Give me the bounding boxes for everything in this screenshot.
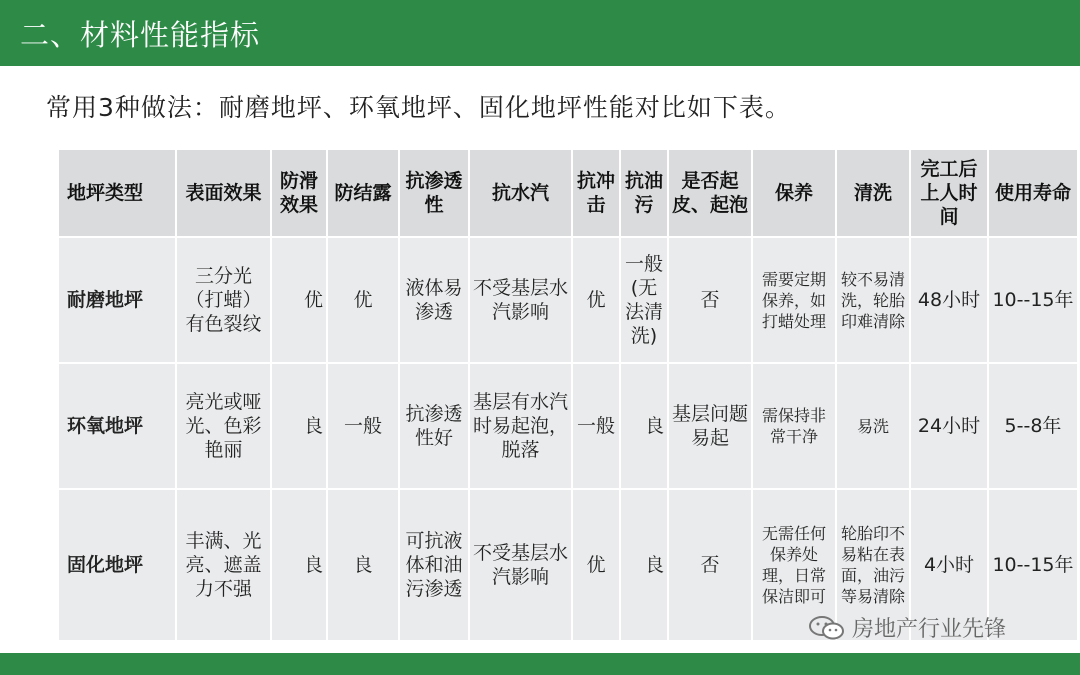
table-row [58,363,1078,489]
table-row [58,237,1078,363]
row-type-cell: 环氧地坪 [58,363,176,489]
header-cell: 使用寿命 [988,149,1078,237]
row-type-cell: 耐磨地坪 [58,237,176,363]
table-cell: 10--15年 [988,489,1078,641]
table-cell: 良 [327,489,399,641]
watermark-text: 房地产行业先锋 [852,617,1007,642]
table-cell: 良 [620,489,668,641]
table-cell: 丰满、光亮、遮盖力不强 [176,489,271,641]
table-cell: 优 [271,237,327,363]
header-cell: 防滑效果 [271,149,327,237]
intro-text: 常用3种做法：耐磨地坪、环氧地坪、固化地坪性能对比如下表。 [46,93,791,122]
header-cell: 完工后上人时间 [910,149,988,237]
table-cell: 5--8年 [988,363,1078,489]
header-cell: 地坪类型 [58,149,176,237]
table-cell: 需保持非常干净 [752,363,836,489]
table-cell: 一般 [572,363,620,489]
table-cell: 良 [620,363,668,489]
table-cell: 液体易渗透 [399,237,469,363]
table-cell: 不受基层水汽影响 [469,489,572,641]
watermark [808,612,1006,643]
table-cell: 一般(无法清洗) [620,237,668,363]
table-cell: 较不易清洗，轮胎印难清除 [836,237,910,363]
table-cell: 优 [572,237,620,363]
table-header-row [58,149,1078,237]
table-cell: 否 [668,237,752,363]
header-cell: 是否起皮、起泡 [668,149,752,237]
table-cell: 4小时 [910,489,988,641]
header-cell: 保养 [752,149,836,237]
row-type-cell: 固化地坪 [58,489,176,641]
header-cell: 抗水汽 [469,149,572,237]
table-cell: 三分光（打蜡）有色裂纹 [176,237,271,363]
table-cell: 10--15年 [988,237,1078,363]
table-cell: 无需任何保养处理，日常保洁即可 [752,489,836,641]
table-cell: 良 [271,489,327,641]
table-cell: 需要定期保养，如打蜡处理 [752,237,836,363]
table-cell: 良 [271,363,327,489]
table-cell: 一般 [327,363,399,489]
table-cell: 48小时 [910,237,988,363]
wechat-icon [808,615,846,641]
header-cell: 清洗 [836,149,910,237]
table-cell: 可抗液体和油污渗透 [399,489,469,641]
table-cell: 优 [327,237,399,363]
title-bar [0,0,1080,66]
header-cell: 防结露 [327,149,399,237]
header-cell: 抗冲击 [572,149,620,237]
section-title: 二、材料性能指标 [20,18,261,52]
table-cell: 抗渗透性好 [399,363,469,489]
table-cell: 易洗 [836,363,910,489]
table-cell: 优 [572,489,620,641]
table-cell: 24小时 [910,363,988,489]
header-cell: 抗渗透性 [399,149,469,237]
table-cell: 否 [668,489,752,641]
footer-bar [0,653,1080,675]
table-cell: 不受基层水汽影响 [469,237,572,363]
table-cell: 基层有水汽时易起泡，脱落 [469,363,572,489]
header-cell: 表面效果 [176,149,271,237]
performance-table [57,148,1079,642]
table-cell: 基层问题易起 [668,363,752,489]
table-cell: 轮胎印不易粘在表面，油污等易清除 [836,489,910,641]
header-cell: 抗油污 [620,149,668,237]
table-cell: 亮光或哑光、色彩艳丽 [176,363,271,489]
